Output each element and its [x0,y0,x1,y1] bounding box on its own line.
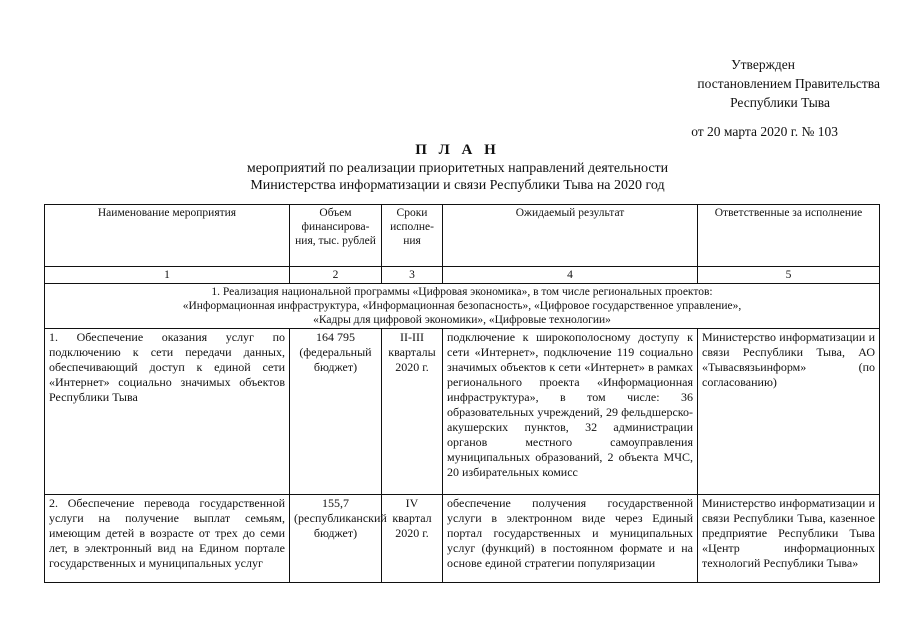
column-number: 4 [443,267,698,284]
row-deadline: II-III кварталы 2020 г. [382,329,443,495]
header-row [45,205,880,267]
column-number: 2 [290,267,382,284]
row-funding: 164 795 (федеральный бюджет) [290,329,382,495]
section-heading-line: 1. Реализация национальной программы «Цифровая экономика», в том числе региональных проектов: [211,286,713,298]
column-number: 5 [698,267,880,284]
header-deadline: Сроки исполне-ния [382,205,443,267]
plan-table [44,204,880,583]
section-heading-line: «Информационная инфраструктура, «Информационная безопасность», «Цифровое государственное управление», [182,300,742,312]
plan-subtitle-line: мероприятий по реализации приоритетных направлений деятельности [246,161,669,176]
header-funding: Объем финансирова-ния, тыс. рублей [290,205,382,267]
row-result: обеспечение получения государственной услуги в электронном виде через Единый портал государственных и муниципальных услуг (функций) в постоянном формате и на основе единой стратегии популяризации [443,495,698,583]
row-responsible: Министерство информатизации и связи Республики Тыва, казенное предприятие Республики Тыва «Центр информационных технологий Республики Тыва» [698,495,880,583]
row-name: 1. Обеспечение оказания услуг по подключению к сети передачи данных, обеспечивающий доступ к единой сети «Интернет» социально значимых объектов Республики Тыва [45,329,290,495]
section-row [45,284,880,329]
column-number: 1 [45,267,290,284]
approval-block [560,55,880,141]
approval-line: Республики Тыва [730,95,830,110]
header-responsible: Ответственные за исполнение [698,205,880,267]
plan-subtitle [0,160,905,194]
approval-line: Утвержден [731,57,795,72]
row-funding: 155,7 (республиканский бюджет) [290,495,382,583]
section-heading [45,284,880,329]
approval-line: постановлением Правительства [697,76,880,91]
column-number: 3 [382,267,443,284]
header-name: Наименование мероприятия [45,205,290,267]
table-row [45,329,880,495]
row-responsible: Министерство информатизации и связи Республики Тыва, АО «Тывасвязьинформ» (по согласованию) [698,329,880,495]
row-result: подключение к широкополосному доступу к сети «Интернет», подключение 119 социально значимых объектов к сети «Интернет» в рамках регионального проекта «Информационная инфраструктура», в том числе: 36 образовательных учреждений, 29 фельдшерско-акушерских пунктов, 32 администрации органов местного самоуправления муниципальных образований, 2 объекта МЧС, 20 избирательных комисс [443,329,698,495]
row-deadline: IV квартал 2020 г. [382,495,443,583]
plan-subtitle-line: Министерства информатизации и связи Республики Тыва на 2020 год [250,178,665,193]
section-heading-line: «Кадры для цифровой экономики», «Цифровые технологии» [313,314,611,326]
approval-date: от 20 марта 2020 г. № 103 [691,124,838,139]
plan-title: П Л А Н [415,142,500,158]
table-row [45,495,880,583]
row-name: 2. Обеспечение перевода государственной услуги на получение выплат семьям, имеющим детей в возрасте от трех до семи лет, в электронный вид на Едином портале государственных и муниципальных услуг [45,495,290,583]
header-result: Ожидаемый результат [443,205,698,267]
column-number-row [45,267,880,284]
